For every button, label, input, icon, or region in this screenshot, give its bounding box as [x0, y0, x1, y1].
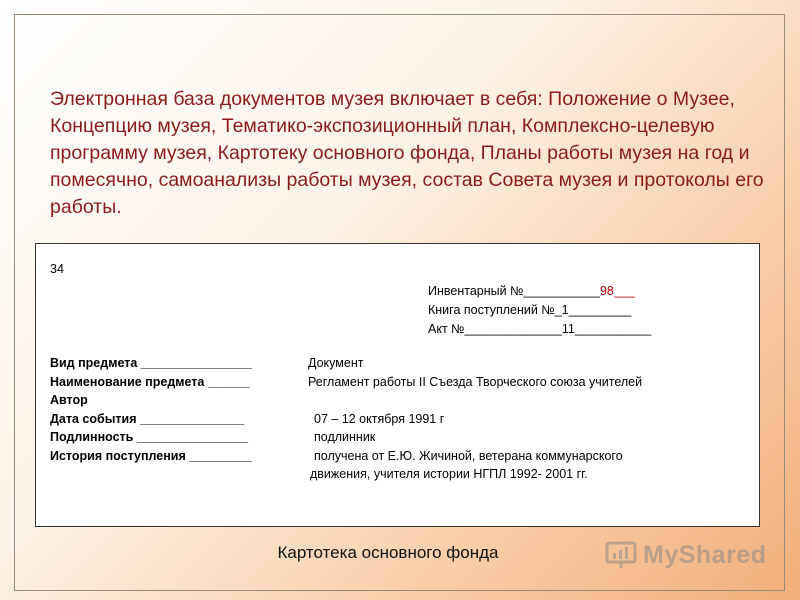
- field-value: получена от Е.Ю. Жичиной, ветерана коммунарского: [314, 448, 623, 463]
- slide-caption: Картотека основного фонда: [277, 543, 499, 562]
- card-fields: [50, 354, 750, 484]
- inventory-block: [428, 282, 651, 339]
- field-value-continuation: движения, учителя истории НГПЛ 1992- 2001 гг.: [310, 467, 588, 481]
- field-row: [50, 373, 750, 392]
- field-label: Автор: [50, 393, 88, 407]
- field-value: Документ: [308, 356, 364, 370]
- field-row-continuation: [50, 465, 750, 484]
- field-row: [50, 391, 750, 410]
- field-label: Наименование предмета ______: [50, 374, 250, 389]
- inventory-line: [428, 282, 651, 301]
- catalog-card: [35, 243, 760, 527]
- field-value: Регламент работы II Съезда Творческого союза учителей: [308, 374, 643, 389]
- field-label: Дата события _______________: [50, 411, 245, 426]
- field-value: подлинник: [314, 430, 376, 444]
- presentation-board-icon: [605, 540, 637, 570]
- watermark-text: MyShared: [643, 540, 767, 569]
- field-value: 07 – 12 октября 1991 г: [314, 411, 445, 426]
- field-row: [50, 354, 750, 373]
- field-label: Подлинность ________________: [50, 430, 249, 444]
- inventory-value: 98___: [599, 284, 635, 298]
- field-row: [50, 447, 750, 466]
- inventory-label: Инвентарный №___________: [428, 284, 600, 298]
- watermark-logo: [605, 538, 766, 572]
- card-number: 34: [50, 262, 64, 276]
- book-line: Книга поступлений №_1_________: [428, 303, 632, 317]
- intro-paragraph: Электронная база документов музея включает в себя: Положение о Музее, Концепцию музея, Тематико-экспозиционный план, Комплексно-целевую программу музея, Картотеку основного фонда, Планы работы музея на год и помесячно, самоанализы работы музея, состав Совета музея и протоколы его работы.: [50, 88, 764, 218]
- field-label: История поступления _________: [50, 448, 252, 463]
- field-row: [50, 410, 750, 429]
- field-row: [50, 428, 750, 447]
- field-label: Вид предмета ________________: [50, 356, 253, 370]
- act-line: Акт №______________11___________: [428, 322, 652, 336]
